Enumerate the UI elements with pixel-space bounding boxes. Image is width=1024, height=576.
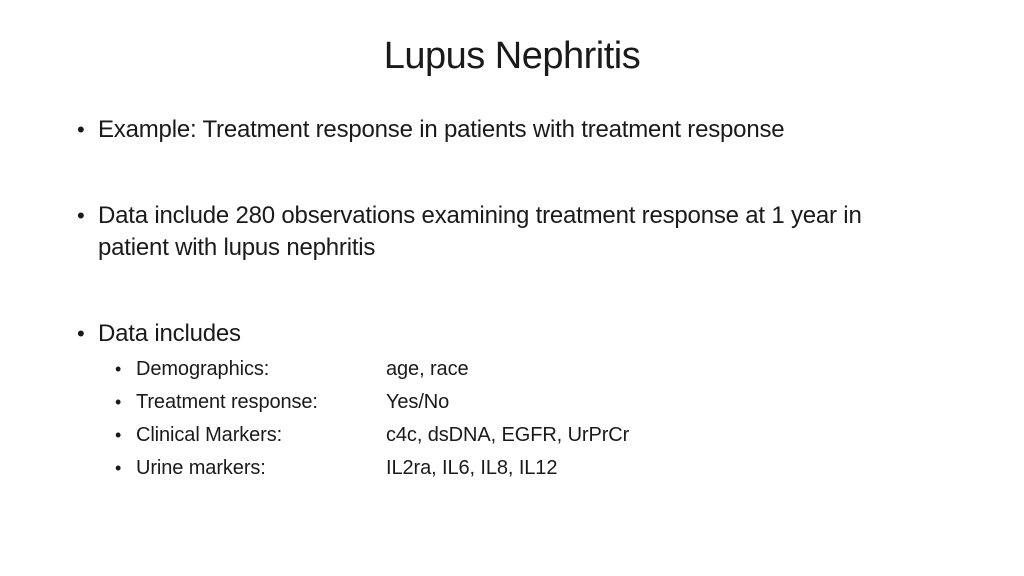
bullet-text: Example: Treatment response in patients with treatment response	[98, 116, 785, 143]
sub-bullet-glyph: •	[115, 392, 122, 412]
sub-bullet-item	[115, 353, 815, 386]
sub-bullet-glyph: •	[115, 458, 122, 478]
bullet-text: Data include 280 observations examining treatment response at 1 year in patient with lupus nephritis	[98, 202, 862, 261]
sub-bullet-label: Treatment response:	[136, 391, 318, 413]
bullet-glyph: •	[77, 117, 85, 142]
sub-bullet-value: c4c, dsDNA, EGFR, UrPrCr	[386, 424, 630, 446]
sub-bullet-label: Urine markers:	[136, 457, 266, 479]
sub-bullet-value: Yes/No	[386, 391, 450, 413]
sub-bullet-item	[115, 386, 815, 419]
bullet-text: Data includes	[98, 320, 241, 347]
sub-bullet-value: age, race	[386, 358, 469, 380]
slide-title: Lupus Nephritis	[383, 35, 641, 77]
bullet-item	[77, 200, 937, 264]
sub-bullet-glyph: •	[115, 359, 122, 379]
sub-bullet-glyph: •	[115, 425, 122, 445]
bullet-glyph: •	[77, 203, 85, 228]
sub-bullet-item	[115, 452, 815, 485]
sub-bullet-label: Clinical Markers:	[136, 424, 283, 446]
bullet-item	[77, 318, 937, 350]
sub-bullet-value: IL2ra, IL6, IL8, IL12	[386, 457, 558, 479]
sub-bullet-item	[115, 419, 815, 452]
sub-bullet-label: Demographics:	[136, 358, 270, 380]
bullet-glyph: •	[77, 321, 85, 346]
bullet-item	[77, 114, 937, 146]
